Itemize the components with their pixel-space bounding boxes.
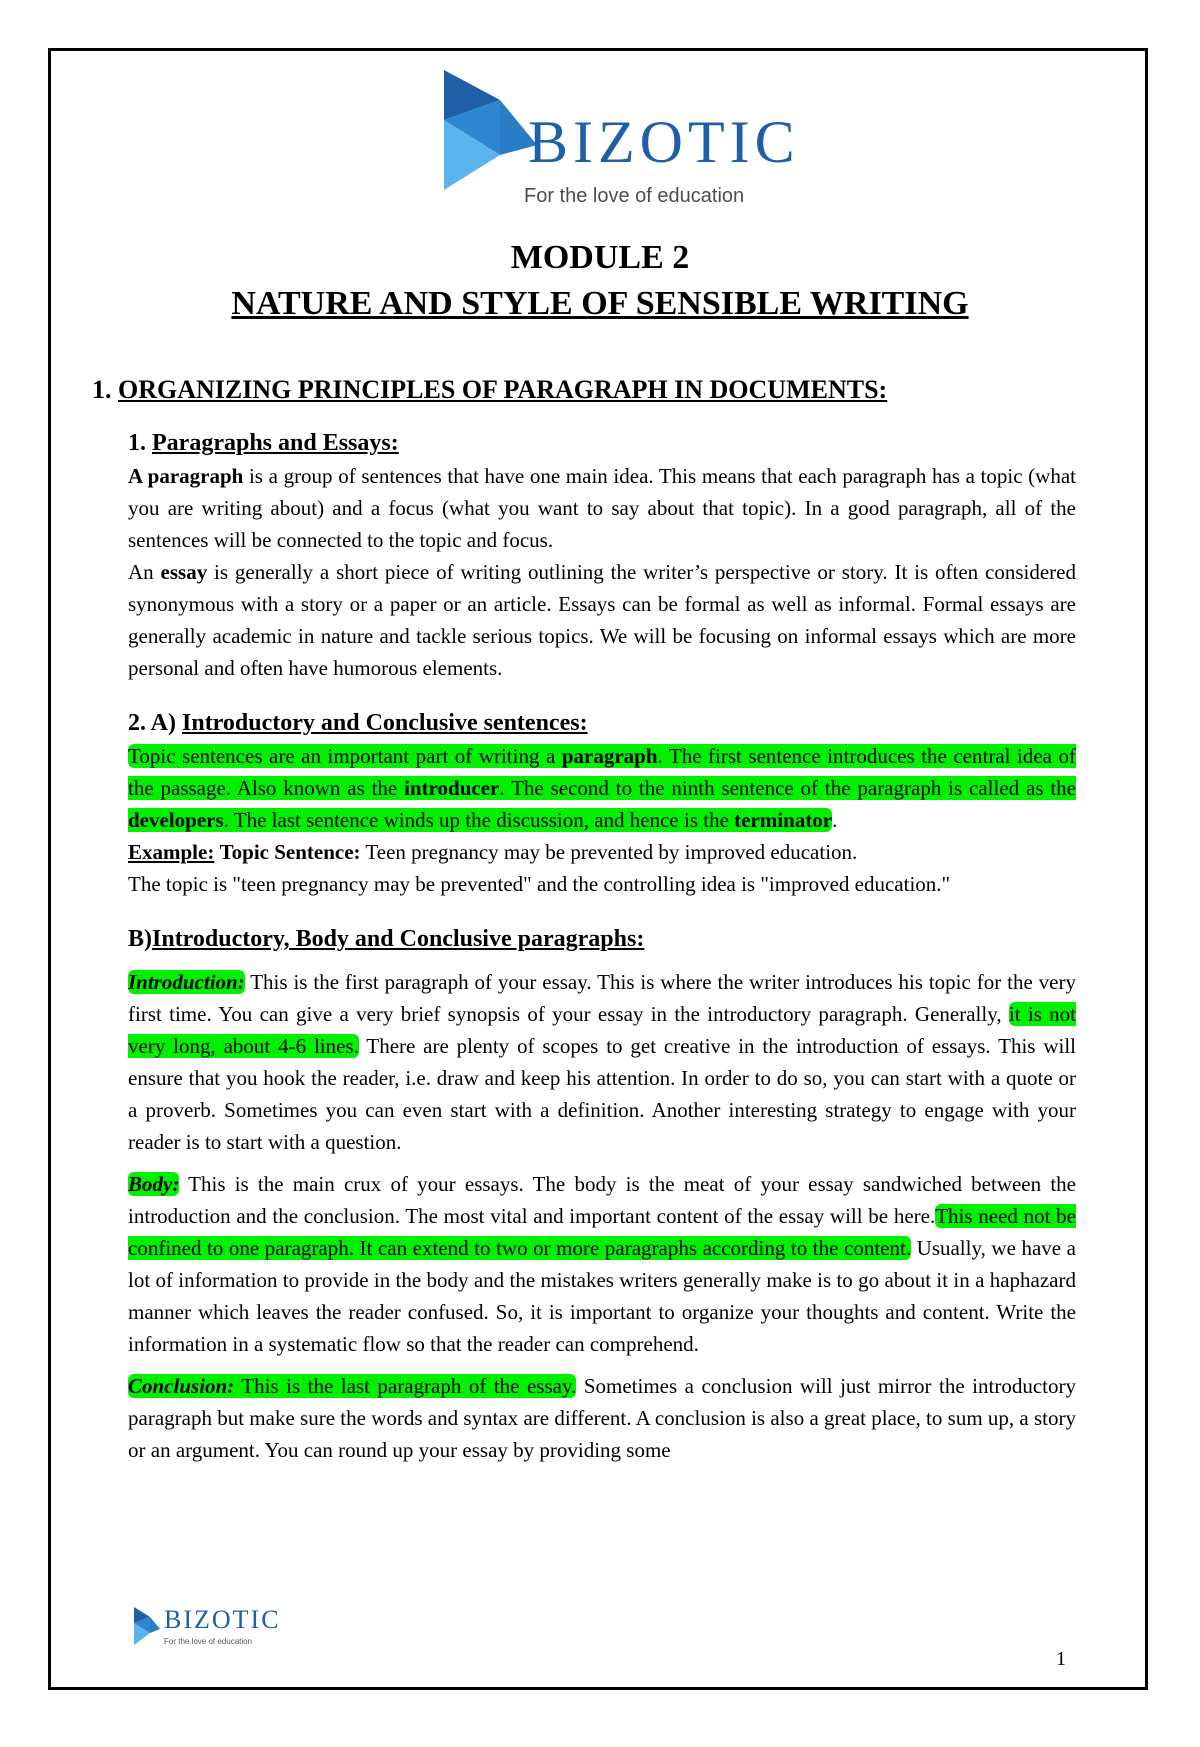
topic-sentences-paragraph: Topic sentences are an important part of writing a paragraph. The first sentence introduces the central idea of the passage. Also known as the introducer. The second to the ninth sentence of the paragraph is called as the developers. The last sentence winds up the discussion, and hence is the terminator. — [128, 744, 1076, 832]
page-number: 1 — [1056, 1648, 1066, 1670]
page-title: NATURE AND STYLE OF SENSIBLE WRITING — [231, 285, 969, 322]
footer-brand-name: BIZOTIC — [164, 1605, 281, 1634]
module-title: MODULE 2 — [510, 239, 690, 276]
footer-tagline: For the love of education — [164, 1637, 253, 1646]
paragraph-definition: A paragraph is a group of sentences that have one main idea. This means that each paragraph has a topic (what you are writing about) and a focus (what you want to say about that topic). In a good paragraph, all of the sentences will be connected to the topic and focus. — [128, 464, 1076, 552]
subsection-heading-sentences: 2. A) Introductory and Conclusive sentences: — [128, 710, 588, 736]
body-paragraph: Body: This is the main crux of your essays. The body is the meat of your essay sandwiched between the introduction and the conclusion. The most vital and important content of the essay will be here.This need not be confined to one paragraph. It can extend to two or more paragraphs according to the content. Usually, we have a lot of information to provide in the body and the mistakes writers generally make is to go about it in a haphazard manner which leaves the reader confused. So, it is important to organize your thoughts and content. Write the information in a systematic flow so that the reader can comprehend. — [128, 1172, 1076, 1356]
brand-tagline: For the love of education — [524, 185, 745, 207]
brand-name: BIZOTIC — [528, 109, 800, 175]
subsection-heading-paragraph-types: B)Introductory, Body and Conclusive paragraphs: — [128, 926, 645, 952]
introduction-paragraph: Introduction: This is the first paragraph of your essay. This is where the writer introduces his topic for the very first time. You can give a very brief synopsis of your essay in the introductory paragraph. Generally, it is not very long, about 4-6 lines. There are plenty of scopes to get creative in the introduction of essays. This will ensure that you hook the reader, i.e. draw and keep his attention. In order to do so, you can start with a quote or a proverb. Sometimes you can even start with a definition. Another interesting strategy to engage with your reader is to start with a question. — [128, 970, 1077, 1154]
essay-definition: An essay is generally a short piece of writing outlining the writer’s perspective or story. It is often considered synonymous with a story or a paper or an article. Essays can be formal as well as informal. Formal essays are generally academic in nature and tackle serious topics. We will be focusing on informal essays which are more personal and often have humorous elements. — [128, 560, 1076, 680]
example-line: Example: Topic Sentence: Teen pregnancy may be prevented by improved education. — [128, 840, 858, 864]
subsection-heading-paragraphs: 1. Paragraphs and Essays: — [128, 430, 399, 456]
document-body — [92, 372, 1077, 1466]
conclusion-paragraph: Conclusion: This is the last paragraph of the essay. Sometimes a conclusion will just mirror the introductory paragraph but make sure the words and syntax are different. A conclusion is also a great place, to sum up, a story or an argument. You can round up your essay by providing some — [128, 1374, 1076, 1462]
example-explanation: The topic is "teen pregnancy may be prevented" and the controlling idea is "improved education." — [128, 872, 951, 896]
section-heading: 1. ORGANIZING PRINCIPLES OF PARAGRAPH IN DOCUMENTS: — [92, 375, 888, 404]
